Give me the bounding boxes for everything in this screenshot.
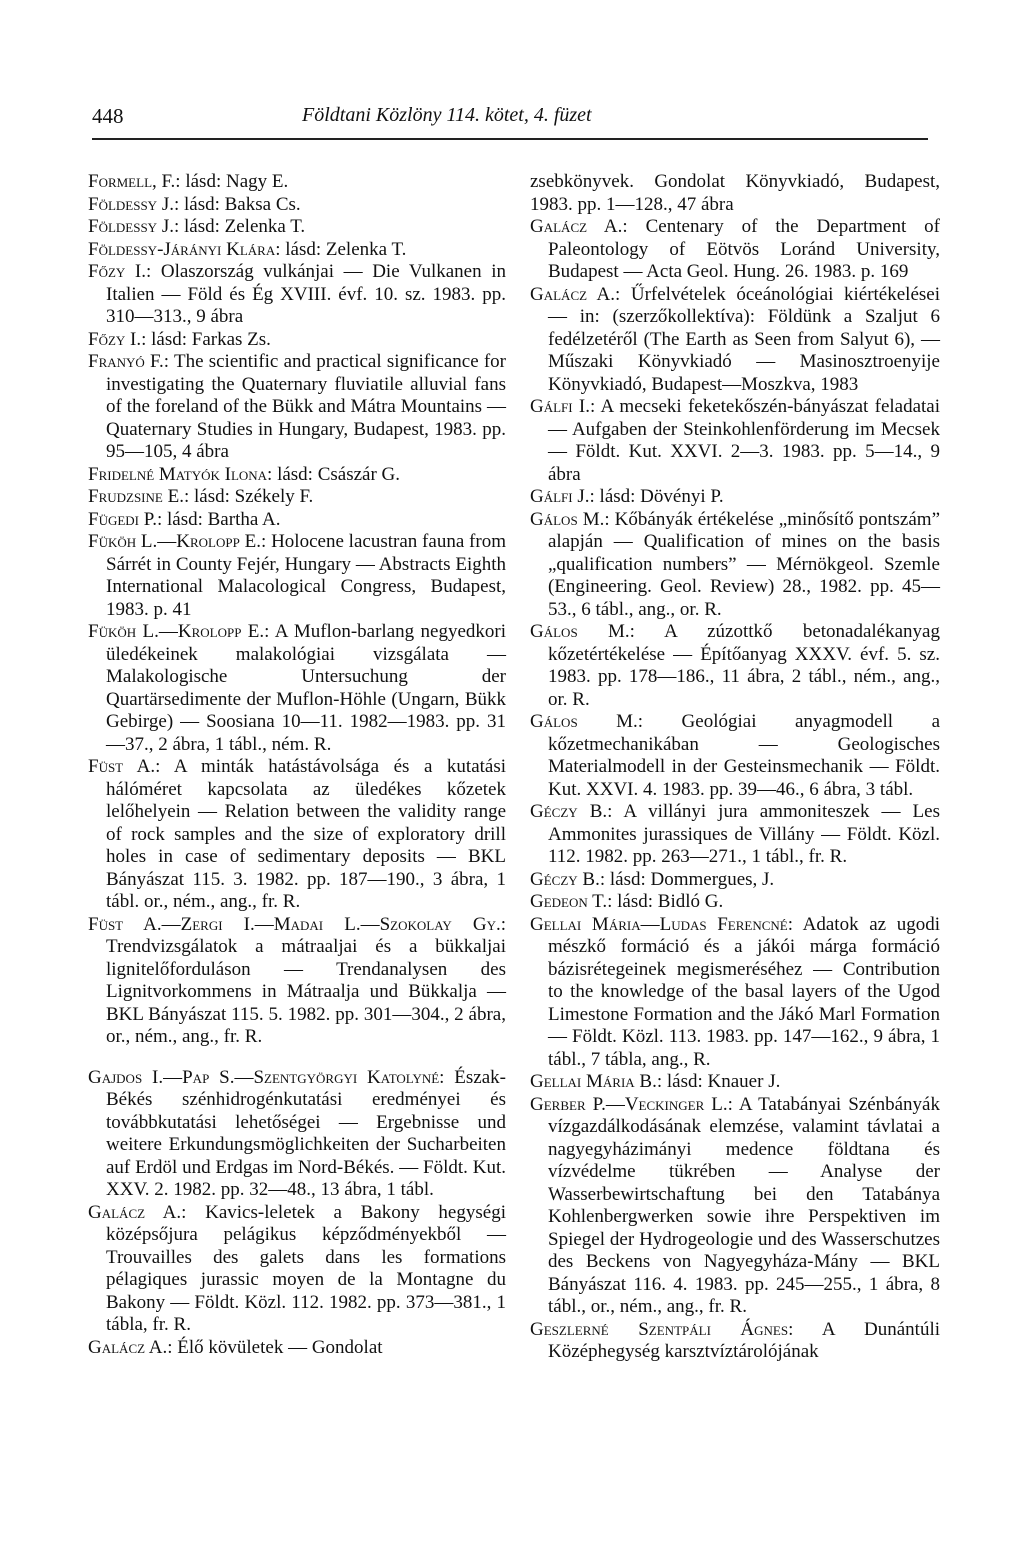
entry-author: Franyó F.: bbox=[88, 351, 170, 372]
entry-author: Gellai Mária—Ludas Ferencné: bbox=[530, 913, 794, 935]
entry-text: Geológiai anyagmodell a kőzetmechanikában — Geologisches Materialmodell in der Gesteinsmechanik — Földt. Kut. XXVI. 4. 1983. pp. 39—46., 6 ábra, 3 tábl. bbox=[548, 711, 941, 800]
entry-author: Füköh L.—Krolopp E.: bbox=[88, 531, 267, 552]
bibliography-entry bbox=[88, 1202, 506, 1337]
entry-author: Galácz A.: bbox=[88, 1336, 173, 1358]
entry-author: Gerber P.—Veckinger L.: bbox=[530, 1093, 733, 1115]
entry-text: lásd: Dövényi P. bbox=[594, 486, 724, 507]
entry-text: Olaszország vulkánjai — Die Vulkanen in Italien — Föld és Ég XVIII. évf. 10. sz. 1983. pp. 310—313., 9 ábra bbox=[106, 261, 506, 327]
entry-text: Űrfelvételek óceánológiai kiértékelései — in: (szerzőkollektíva): Földünk a Szaljut 6 fedélzetéről (The Earth as Seen from Salyut 6), — Műszaki Könyvkiadó — Masinosztroenyije Könyvkiadó, Budapest—Moszkva, 1983 bbox=[548, 283, 940, 395]
bibliography-entry bbox=[88, 329, 506, 352]
entry-text: lásd: Nagy E. bbox=[180, 171, 289, 192]
entry-text: A Muflon-barlang negyedkori üledékeinek malakológiai vizsgálata — Malakologische Untersuchung der Quartärsedimente der Muflon-Höhle (Ungarn, Bükk Gebirge) — Soosiana 10—11. 1982—1983. pp. 31—37., 2 ábra, 1 tábl., ném. R. bbox=[106, 621, 506, 755]
page-header bbox=[92, 104, 928, 136]
entry-author: Galácz A.: bbox=[530, 216, 628, 237]
entry-author: Formell, F.: bbox=[88, 171, 181, 192]
entry-text: A minták hatástávolsága és a kutatási hálóméret kapcsolata az üledékes kőzetek lelőhelyein — Relation between the validity range of rock samples and the size of exploratory drill holes in case of sedimentary deposits — BKL Bányászat 115. 3. 1982. pp. 187—190., 3 ábra, 1 tábl. or., ném., ang., fr. R. bbox=[106, 756, 507, 912]
entry-author: Gálfi J.: bbox=[530, 486, 595, 507]
entry-text: Holocene lacustran fauna from Sárrét in County Fejér, Hungary — Abstracts Eighth International Malacological Congress, Budapest, 1983. p. 41 bbox=[106, 531, 506, 620]
entry-author: Füköh L.—Krolopp E.: bbox=[88, 621, 270, 642]
bibliography-entry bbox=[530, 1094, 940, 1319]
bibliography-entry bbox=[530, 801, 940, 869]
bibliography-entry bbox=[530, 914, 940, 1072]
bibliography-entry bbox=[530, 284, 940, 397]
bibliography-entry bbox=[88, 1067, 506, 1202]
entry-author: Gedeon T.: bbox=[530, 891, 613, 912]
entry-author: Géczy B.: bbox=[530, 868, 606, 890]
bibliography-entry bbox=[530, 711, 940, 801]
entry-author: Géczy B.: bbox=[530, 801, 613, 822]
entry-author: Füst A.: bbox=[88, 756, 161, 777]
entry-author: Galácz A.: bbox=[88, 1201, 187, 1223]
bibliography-entry bbox=[88, 531, 506, 621]
bibliography-entry bbox=[530, 1071, 940, 1094]
entry-author: Gálfi I.: bbox=[530, 396, 596, 417]
entry-text: A Dunántúli Középhegység karsztvíztárolójának bbox=[548, 1318, 940, 1362]
bibliography-entry bbox=[88, 621, 506, 756]
entry-author: Gellai Mária B.: bbox=[530, 1071, 663, 1092]
entry-author: Gálos M.: bbox=[530, 621, 635, 642]
entry-author: Főzy I.: bbox=[88, 328, 147, 350]
bibliography-entry bbox=[88, 194, 506, 217]
entry-text: A villányi jura ammoniteszek — Les Ammonites jurassiques de Villány — Földt. Közl. 112. 1982. pp. 263—271., 1 tábl., fr. R. bbox=[548, 801, 940, 867]
entry-text: lásd: Dommergues, J. bbox=[605, 868, 775, 890]
entry-text: lásd: Baksa Cs. bbox=[179, 193, 301, 215]
bibliography-entry bbox=[88, 509, 506, 532]
entry-text: A Tatabányai Szénbányák vízgazdálkodásának elemzése, valamint távlatai a nagyegyházimányi medence földtana és vízvédelme tükrében — Analyse der Wasserbewirtschaftung bei den Tatabánya Kohlenbergwerken sowie ihre Perspektiven im Spiegel der Hydrogeologie und des Wasserschutzes des Beckens von Nagyegyháza-Mány — BKL Bányászat 116. 4. 1983. pp. 245—255., 1 ábra, 8 tábl., or., ném., ang., fr. R. bbox=[548, 1093, 940, 1317]
entry-text: lásd: Bidló G. bbox=[612, 891, 724, 912]
entry-text: zsebkönyvek. Gondolat Könyvkiadó, Budapest, 1983. pp. 1—128., 47 ábra bbox=[530, 171, 940, 215]
entry-text: A mecseki feketekőszén-bányászat feladatai — Aufgaben der Steinkohlenförderung im Mecsek — Földt. Kut. XXVI. 2—3. 1983. pp. 5—14., 9 ábra bbox=[548, 396, 941, 485]
entry-author: Gálos M.: bbox=[530, 508, 610, 530]
entry-text: lásd: Bartha A. bbox=[162, 508, 281, 530]
entry-author: Főzy I.: bbox=[88, 261, 152, 282]
bibliography-entry bbox=[530, 509, 940, 622]
entry-text: Adatok az ugodi mészkő formáció és a jákói márga formáció bázisrétegeinek megismeréséhez — Contribution to the knowledge of the basal layers of the Ugod Limestone Formation and the Jákó Marl Formation — Földt. Közl. 113. 1983. pp. 147—162., 9 ábra, 1 tábl., 7 tábla, ang., R. bbox=[548, 913, 941, 1070]
entry-author: Gajdos I.—Pap S.—Szentgyörgyi Katolyné: bbox=[88, 1066, 445, 1088]
entry-text: Élő kövületek — Gondolat bbox=[172, 1336, 383, 1358]
bibliography-entry bbox=[88, 216, 506, 239]
bibliography-entry bbox=[530, 891, 940, 914]
bibliography-entry bbox=[88, 261, 506, 329]
bibliography-entry bbox=[530, 171, 940, 216]
entry-text: Centenary of the Department of Paleontology of Eötvös Loránd University, Budapest — Acta Geol. Hung. 26. 1983. p. 169 bbox=[548, 216, 940, 282]
entry-text: lásd: Farkas Zs. bbox=[146, 328, 271, 350]
bibliography-entry bbox=[88, 239, 506, 262]
bibliography-entry bbox=[530, 1319, 940, 1364]
entry-text: Kavics-leletek a Bakony hegységi középsőjura pelágikus képződményekből — Trouvailles des galets dans les formations pélagiques jurassic moyen de la Montagne du Bakony — Földt. Közl. 112. 1982. pp. 373—381., 1 tábla, fr. R. bbox=[106, 1201, 506, 1335]
bibliography-entry bbox=[88, 351, 506, 464]
bibliography-entry bbox=[88, 1337, 506, 1360]
left-column bbox=[88, 171, 506, 1359]
entry-author: Földessy J.: bbox=[88, 216, 180, 237]
bibliography-entry bbox=[530, 869, 940, 892]
bibliography-entry bbox=[530, 621, 940, 711]
entry-author: Geszlerné Szentpáli Ágnes: bbox=[530, 1318, 794, 1340]
entry-author: Földessy-Járányi Klára: bbox=[88, 238, 281, 260]
entry-text: lásd: Székely F. bbox=[189, 486, 314, 507]
entry-author: Földessy J.: bbox=[88, 193, 180, 215]
page-number: 448 bbox=[92, 104, 124, 128]
entry-text: lásd: Knauer J. bbox=[662, 1071, 781, 1092]
entry-author: Galácz A.: bbox=[530, 283, 621, 305]
entry-author: Fridelné Matyók Ilona: bbox=[88, 463, 273, 485]
bibliography-entry bbox=[530, 216, 940, 284]
entry-text: Trendvizsgálatok a mátraaljai és a bükkaljai lignitelőforduláson — Trendanalysen des Lignitvorkommens in Mátraalja und Bükkalja — BKL Bányászat 115. 5. 1982. pp. 301—304., 2 ábra, or., ném., ang., fr. R. bbox=[106, 936, 506, 1047]
bibliography-entry bbox=[530, 396, 940, 486]
bibliography-entry bbox=[88, 464, 506, 487]
entry-text: The scientific and practical significance for investigating the Quaternary fluviatile alluvial fans of the foreland of the Bükk and Mátra Mountains — Quaternary Studies in Hungary, Budapest, 1983. pp. 95—105, 4 ábra bbox=[106, 351, 506, 462]
entry-author: Füst A.—Zergi I.—Madai L.—Szokolay Gy.: bbox=[88, 913, 506, 935]
entry-text: Észak-Békés szénhidrogénkutatási eredményei és továbbkutatási lehetőségei — Ergebnisse und weitere Erkundungsmöglichkeiten der Sucharbeiten auf Erdöl und Erdgas im Nord-Békés. — Földt. Kut. XXV. 2. 1982. pp. 32—48., 13 ábra, 1 tábl. bbox=[106, 1066, 506, 1200]
bibliography-entry bbox=[88, 171, 506, 194]
entry-text: lásd: Zelenka T. bbox=[179, 216, 306, 237]
bibliography-entry bbox=[88, 756, 506, 914]
entry-text: Kőbányák értékelése „minősítő pontszám” alapján — Qualification of mines on the basis „qualification numbers” — Mérnökgeol. Szemle (Engineering. Geol. Review) 28., 1982. pp. 45—53., 6 tábl., ang., or. R. bbox=[548, 508, 941, 620]
entry-author: Frudzsine E.: bbox=[88, 486, 190, 507]
entry-text: A zúzottkő betonadalékanyag kőzetértékelése — Építőanyag XXXV. évf. 5. sz. 1983. pp. 178—186., 11 ábra, 2 tábl., ném., ang., or. R. bbox=[548, 621, 940, 710]
bibliography-entry bbox=[88, 914, 506, 1049]
bibliography-entry bbox=[88, 486, 506, 509]
right-column bbox=[530, 171, 940, 1364]
bibliography-entry bbox=[530, 486, 940, 509]
header-rule bbox=[92, 138, 928, 140]
entry-author: Gálos M.: bbox=[530, 711, 644, 732]
entry-text: lásd: Zelenka T. bbox=[280, 238, 407, 260]
running-title: Földtani Közlöny 114. kötet, 4. füzet bbox=[302, 104, 592, 126]
entry-author: Fügedi P.: bbox=[88, 508, 163, 530]
entry-text: lásd: Császár G. bbox=[272, 463, 401, 485]
